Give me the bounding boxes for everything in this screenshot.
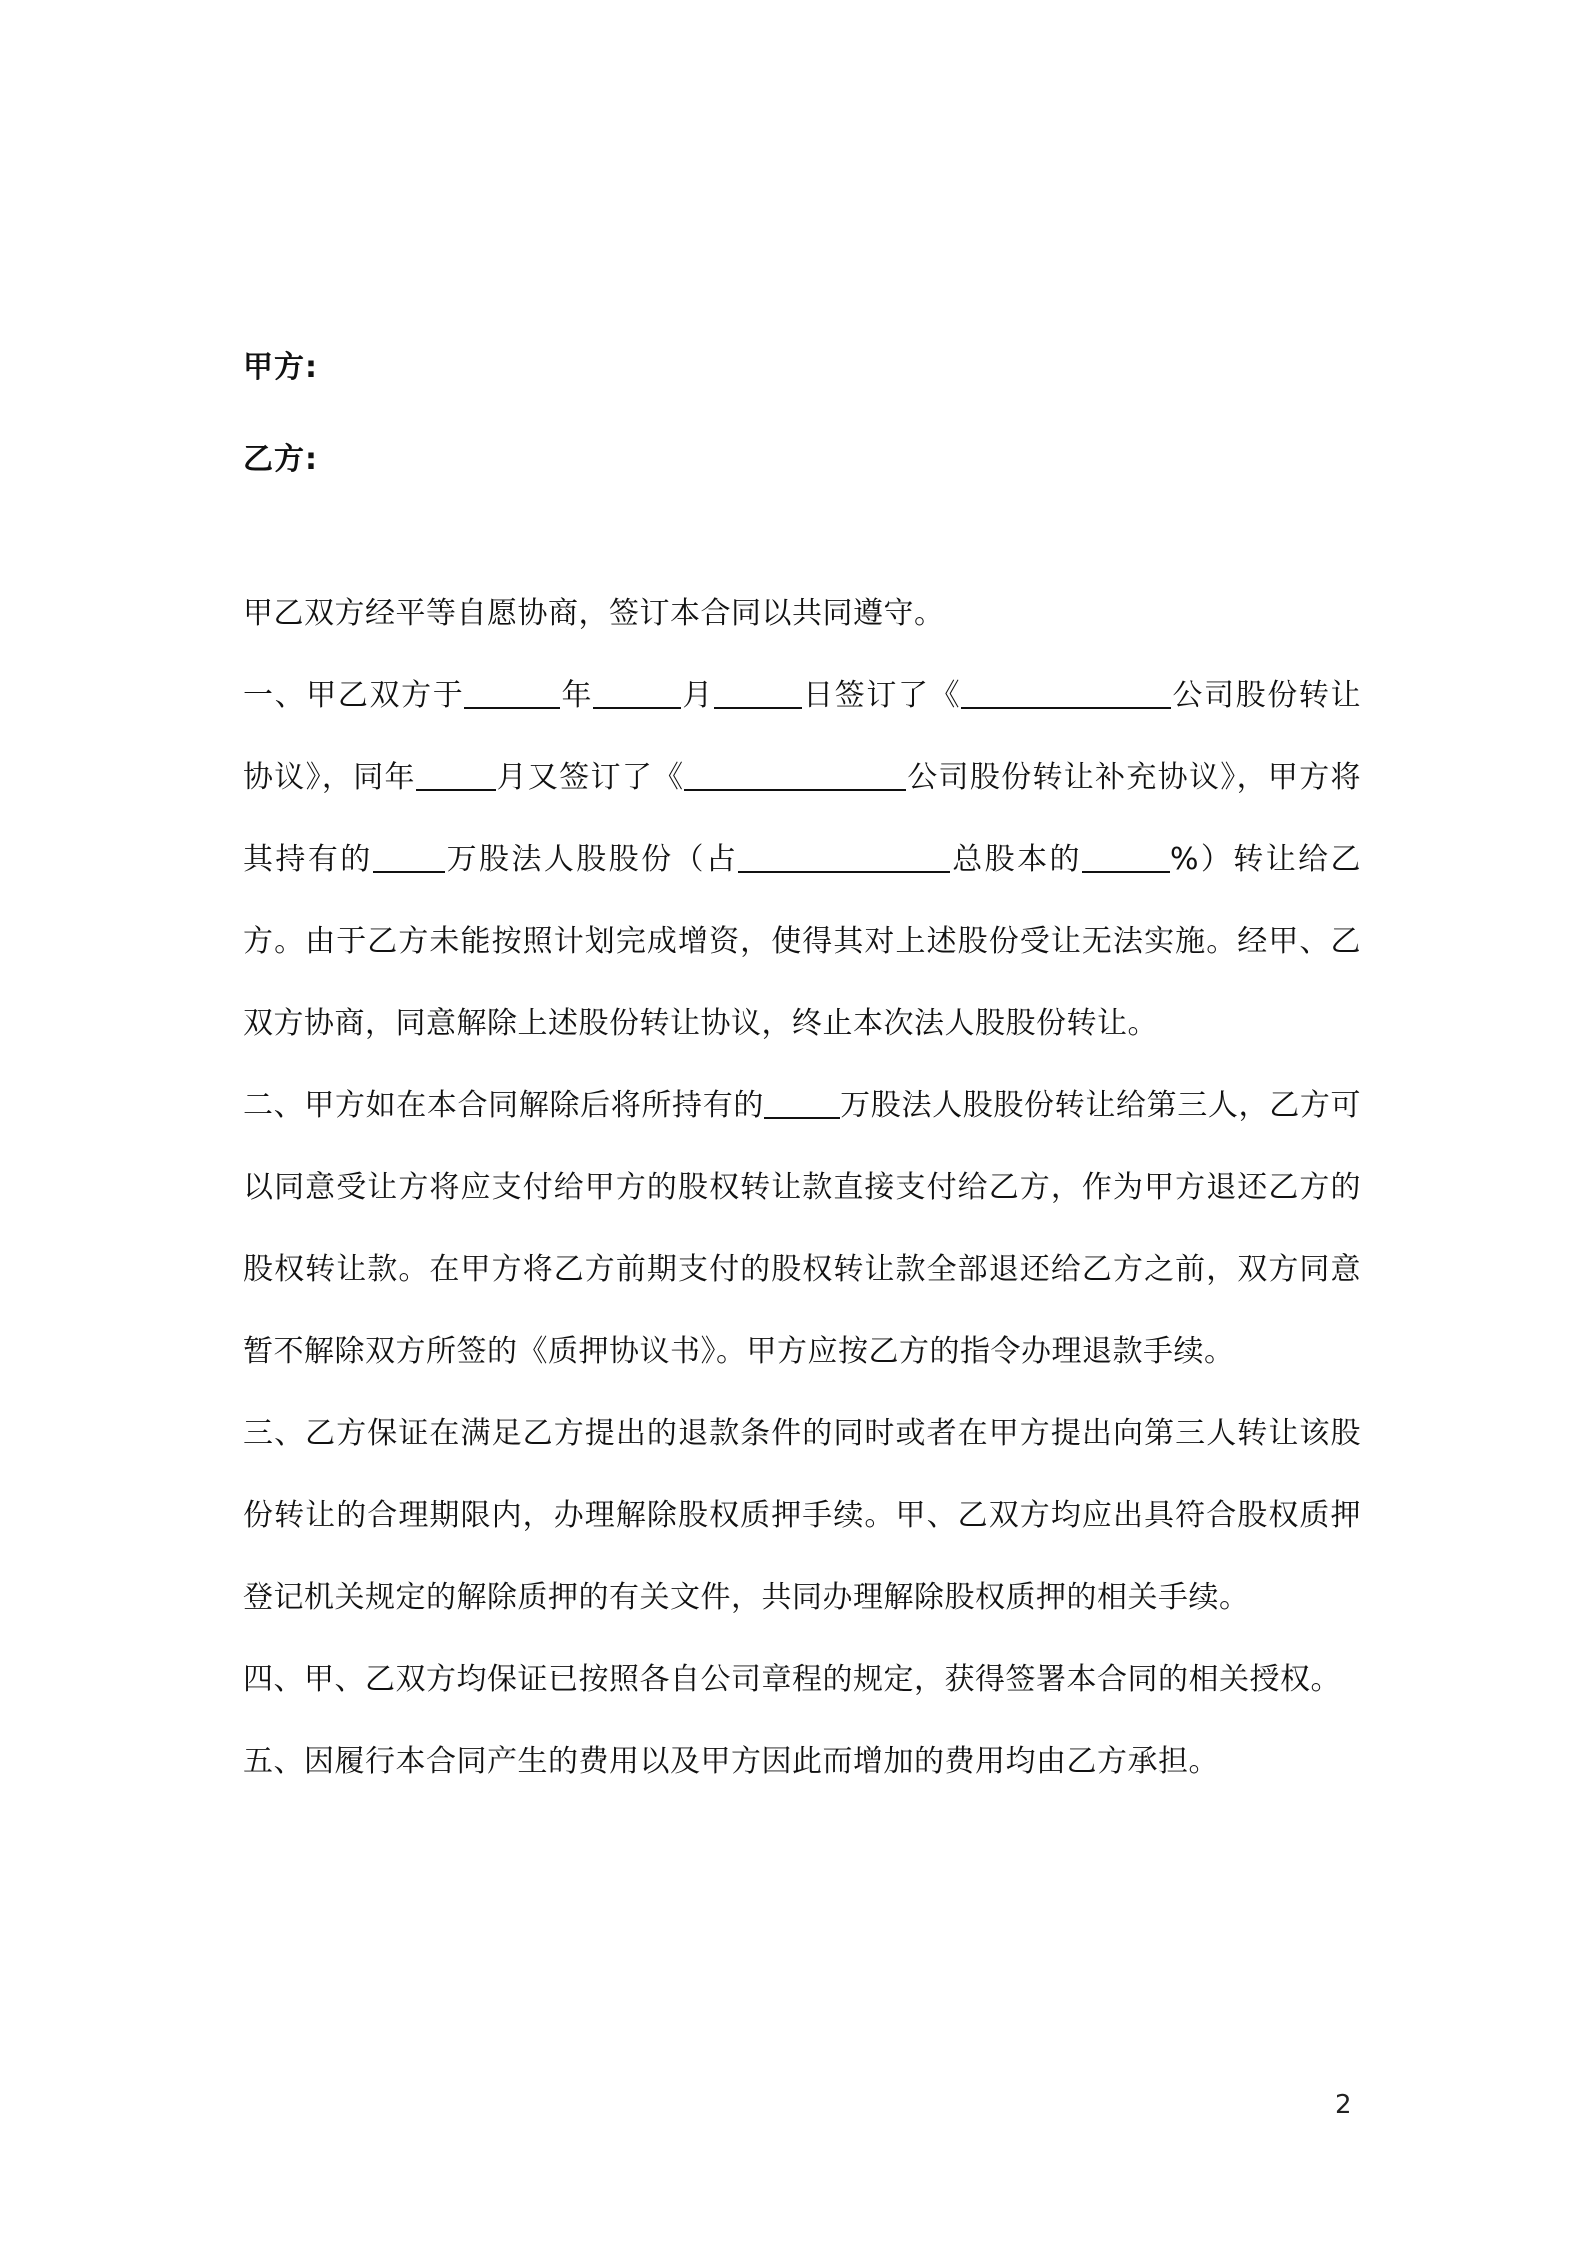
clause-1-text: 月又签订了《 (495, 760, 685, 795)
share-count-blank (373, 841, 445, 873)
clause-1-text: 总股本的 (950, 842, 1082, 877)
clause-1-text: 万股法人股股份（占 (444, 842, 739, 877)
clause-1-text: 公司股份转让协议》，同年 (243, 678, 1362, 795)
clause-2-text: 万股法人股股份转让给第三人，乙方可以同意受让方将应支付给甲方的股权转让款直接支付给乙方，作为甲方退还乙方的股权转让款。在甲方将乙方前期支付的股权转让款全部退还给乙方之前，双方同意暂不解除双方所签的《质押协议书》。甲方应按乙方的指令办理退款手续。 (243, 1088, 1361, 1369)
clause-1-text: 公司股份转让补充协议》，甲方将其持有的 (243, 760, 1362, 877)
company-share-blank (738, 841, 950, 873)
share-count-blank-2 (764, 1087, 840, 1119)
party-b-label: 乙方: (243, 442, 318, 477)
clause-5-text: 五、因履行本合同产生的费用以及甲方因此而增加的费用均由乙方承担。 (243, 1744, 1219, 1779)
intro-text: 甲乙双方经平等自愿协商，签订本合同以共同遵守。 (243, 596, 945, 631)
clause-1-text: 年 (560, 678, 594, 713)
clause-3 (243, 1393, 1361, 1639)
clause-2-text: 二、甲方如在本合同解除后将所持有的 (243, 1088, 764, 1123)
month-blank (593, 677, 681, 709)
day-blank (714, 677, 802, 709)
contract-body (243, 573, 1361, 1803)
month-blank-2 (416, 759, 496, 791)
clause-1-text: 一、甲乙双方于 (243, 678, 465, 713)
clause-1 (243, 655, 1361, 1065)
year-blank (464, 677, 560, 709)
page-number: 2 (1335, 2090, 1352, 2120)
party-a-label: 甲方: (243, 350, 318, 385)
clause-4 (243, 1639, 1361, 1721)
clause-3-text: 三、乙方保证在满足乙方提出的退款条件的同时或者在甲方提出向第三人转让该股份转让的合理期限内，办理解除股权质押手续。甲、乙双方均应出具符合股权质押登记机关规定的解除质押的有关文件，共同办理解除股权质押的相关手续。 (243, 1416, 1361, 1615)
clause-2 (243, 1065, 1361, 1393)
intro-paragraph (243, 573, 1361, 655)
company-name-blank (961, 677, 1171, 709)
percent-blank (1082, 841, 1170, 873)
clause-1-text: 月 (681, 678, 714, 713)
clause-5 (243, 1721, 1361, 1803)
clause-4-text: 四、甲、乙双方均保证已按照各自公司章程的规定，获得签署本合同的相关授权。 (243, 1662, 1341, 1697)
clause-1-text: %）转让给乙方。由于乙方未能按照计划完成增资，使得其对上述股份受让无法实施。经甲、乙双方协商，同意解除上述股份转让协议，终止本次法人股股份转让。 (243, 842, 1362, 1041)
clause-1-text: 日签订了《 (801, 678, 962, 713)
company-name-blank-2 (684, 759, 906, 791)
